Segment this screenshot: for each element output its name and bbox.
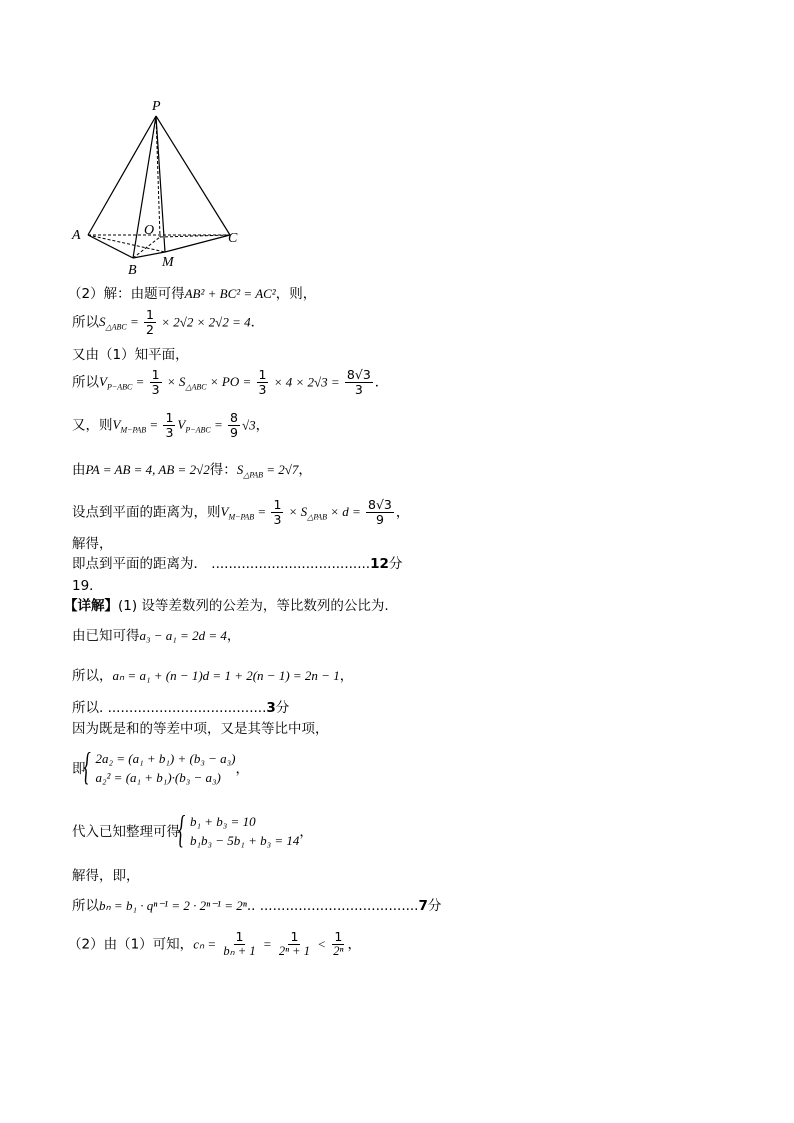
solution-line-20: （2）由（1）可知，cₙ = $\frac{1}{\text{bₙ + 1}}$ = $\frac{1}{\text{2ⁿ + 1}}$ < $\frac{1}{\text{2ⁿ}}$ ， <box>68 929 361 958</box>
label-M: M <box>162 255 174 270</box>
question-number-19: 19． <box>72 578 103 594</box>
solution-line-13: 所以，aₙ = a₁ + (n − 1)d = 1 + 2(n − 1) = 2n − 1， <box>72 668 354 684</box>
solution-line-14: 所以. .....................................3分 <box>72 700 290 716</box>
solution-line-9: 即点到平面的距离为． .....................................12分 <box>72 556 403 572</box>
solution-line-17: 代入已知整理可得 { b₁ + b₃ = 10 b₁b₃ − 5b₁ + b₃ = 14 ， <box>72 813 313 851</box>
label-A: A <box>72 228 81 243</box>
pyramid-diagram <box>64 92 264 282</box>
solution-line-18: 解得，即， <box>72 868 140 884</box>
solution-line-1: （2）解：由题可得AB² + BC² = AC²，则， <box>68 286 317 302</box>
equation-system-2: { b₁ + b₃ = 10 b₁b₃ − 5b₁ + b₃ = 14 <box>180 813 299 851</box>
solution-line-5: 又，则$V_{M-PAB}$ = $\frac{1}{3}$ $V_{P-ABC}$ = $\frac{8}{9}$ √3， <box>72 410 270 440</box>
solution-line-11: 【详解】(1) 设等差数列的公差为，等比数列的公比为. <box>64 598 389 614</box>
solution-line-12: 由已知可得a₃ − a₁ = 2d = 4， <box>72 628 241 644</box>
label-O: O <box>144 223 155 238</box>
label-C: C <box>228 231 238 246</box>
solution-line-16: 即 { 2a₂ = (a₁ + b₁) + (b₃ − a₃) a₂² = (a₁ + b₁)·(b₃ − a₃) ， <box>72 750 249 788</box>
solution-line-7: 设点到平面的距离为，则$V_{M-PAB}$ = $\frac{1}{3}$ × $S_{\triangle PAB} \times d$ = $\frac{8√3}{9}$ ， <box>72 497 410 527</box>
solution-line-19: 所以bₙ = b₁ · qⁿ⁻¹ = 2 · 2ⁿ⁻¹ = 2ⁿ.. .....................................7分 <box>72 898 442 914</box>
solution-line-8: 解得， <box>72 536 113 552</box>
label-B: B <box>128 263 137 278</box>
equation-system-1: { 2a₂ = (a₁ + b₁) + (b₃ − a₃) a₂² = (a₁ + b₁)·(b₃ − a₃) <box>86 750 236 788</box>
solution-line-2: 所以$S_{\triangle ABC}$ = $\frac{1}{2}$ × 2√2 × 2√2 = 4． <box>72 307 265 337</box>
solution-line-15: 因为既是和的等差中项，又是其等比中项， <box>72 721 329 737</box>
label-P: P <box>152 99 161 114</box>
solution-line-3: 又由（1）知平面， <box>72 347 189 363</box>
pyramid-figure <box>64 92 264 282</box>
solution-line-6: 由PA = AB = 4, AB = 2√2得：$S_{\triangle PAB} = 2√7$， <box>72 462 312 480</box>
solution-line-4: 所以$V_{P-ABC}$ = $\frac{1}{3}$ × $S_{\triangle ABC}$ × PO = $\frac{1}{3}$ × 4 × 2√3 = $\frac{8√3}{3}$ ． <box>72 367 389 397</box>
